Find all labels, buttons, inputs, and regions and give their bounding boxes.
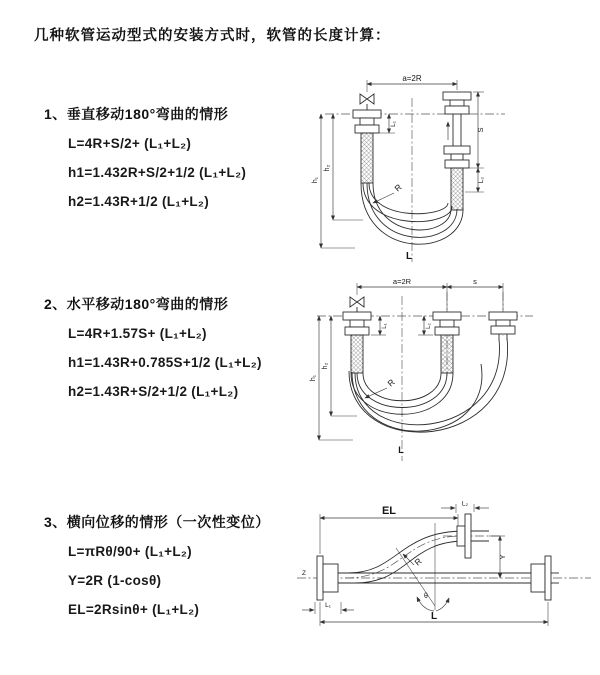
axis-mark-label: Z xyxy=(302,570,306,577)
dimension-fitting-middle xyxy=(418,316,433,335)
hose-arcs xyxy=(361,183,463,244)
length-label: L xyxy=(405,251,413,262)
s-curve-hose xyxy=(345,531,465,583)
angle-label: θ xyxy=(424,593,428,600)
dimension-Y xyxy=(489,536,507,578)
section-lateral-displacement xyxy=(44,512,314,619)
middle-pipe-assembly xyxy=(433,312,461,373)
h1-label: h₁ xyxy=(312,176,319,184)
radius-label: R xyxy=(412,555,424,568)
diagram-vertical-180-bend xyxy=(305,72,590,267)
formula-line: h2=1.43R+1/2 (L₁+L₂) xyxy=(68,194,210,209)
formula-line: h1=1.43R+0.785S+1/2 (L₁+L₂) xyxy=(68,355,262,370)
hose-arcs-moved xyxy=(349,338,508,432)
dimension-fitting-right xyxy=(441,501,489,514)
right-pipe-assembly xyxy=(443,92,471,210)
radius-label: R xyxy=(385,376,397,389)
fitting-middle-label: L₂ xyxy=(426,323,432,329)
fitting-right-label: L₂ xyxy=(461,500,469,508)
dimension-fitting-right xyxy=(465,168,485,192)
offset-label: Y xyxy=(498,554,507,560)
radius-callout xyxy=(365,377,397,398)
valve-icon xyxy=(360,94,374,110)
fitting-left-label: L₁ xyxy=(390,121,397,127)
section-2-heading: 2、水平移动180°弯曲的情形 xyxy=(44,296,229,312)
valve-icon xyxy=(350,297,364,312)
length-label: L xyxy=(430,611,438,622)
formula-line: Y=2R (1-cosθ) xyxy=(68,573,162,588)
dimension-fitting-left xyxy=(302,602,354,614)
h2-label: h₂ xyxy=(324,164,331,172)
formula-line: L=4R+S/2+ (L₁+L₂) xyxy=(68,136,192,151)
diagram-horizontal-180-bend xyxy=(305,276,595,466)
shift-label: s xyxy=(473,277,477,286)
left-pipe-assembly xyxy=(353,110,381,183)
span-label: a=2R xyxy=(392,277,412,286)
section-vertical-movement xyxy=(44,104,314,211)
fitting-right-label: L₂ xyxy=(478,176,485,184)
page-title: 几种软管运动型式的安装方式时，软管的长度计算： xyxy=(34,28,391,44)
formula-line: h1=1.432R+S/2+1/2 (L₁+L₂) xyxy=(68,165,247,180)
fitting-left-label: L₁ xyxy=(325,602,331,609)
dimension-span xyxy=(357,277,503,310)
dimension-h1 xyxy=(312,114,355,248)
h2-label: h₂ xyxy=(322,362,329,370)
dimension-stroke-S xyxy=(465,92,485,168)
braided-hose-section xyxy=(351,335,363,373)
braided-hose-section xyxy=(441,335,453,373)
dimension-EL xyxy=(320,505,458,554)
el-label: EL xyxy=(381,505,397,517)
h1-label: h₁ xyxy=(310,374,317,382)
section-1-heading: 1、垂直移动180°弯曲的情形 xyxy=(44,106,229,122)
diagram-lateral-displacement xyxy=(293,498,595,653)
braided-hose-section xyxy=(361,133,373,183)
formula-line: L=4R+1.57S+ (L₁+L₂) xyxy=(68,326,207,341)
formula-line: L=πRθ/90+ (L₁+L₂) xyxy=(68,544,192,559)
radius-callout xyxy=(373,182,404,203)
span-label: a=2R xyxy=(402,74,422,83)
dimension-fitting-left xyxy=(371,316,388,335)
dimension-span xyxy=(367,74,457,92)
braided-hose-section xyxy=(451,168,463,210)
formula-line: EL=2Rsinθ+ (L₁+L₂) xyxy=(68,602,200,617)
left-pipe-assembly xyxy=(343,312,371,373)
length-label: L xyxy=(398,445,404,455)
dimension-L xyxy=(320,602,548,626)
radius-construction xyxy=(396,523,449,611)
section-3-heading: 3、横向位移的情形（一次性变位） xyxy=(44,514,270,530)
fitting-left-label: L₁ xyxy=(382,323,388,329)
formula-line: h2=1.43R+S/2+1/2 (L₁+L₂) xyxy=(68,384,239,399)
radius-label: R xyxy=(392,181,404,194)
stroke-label: S xyxy=(476,127,485,133)
section-horizontal-movement xyxy=(44,294,314,401)
left-flange xyxy=(317,556,338,600)
